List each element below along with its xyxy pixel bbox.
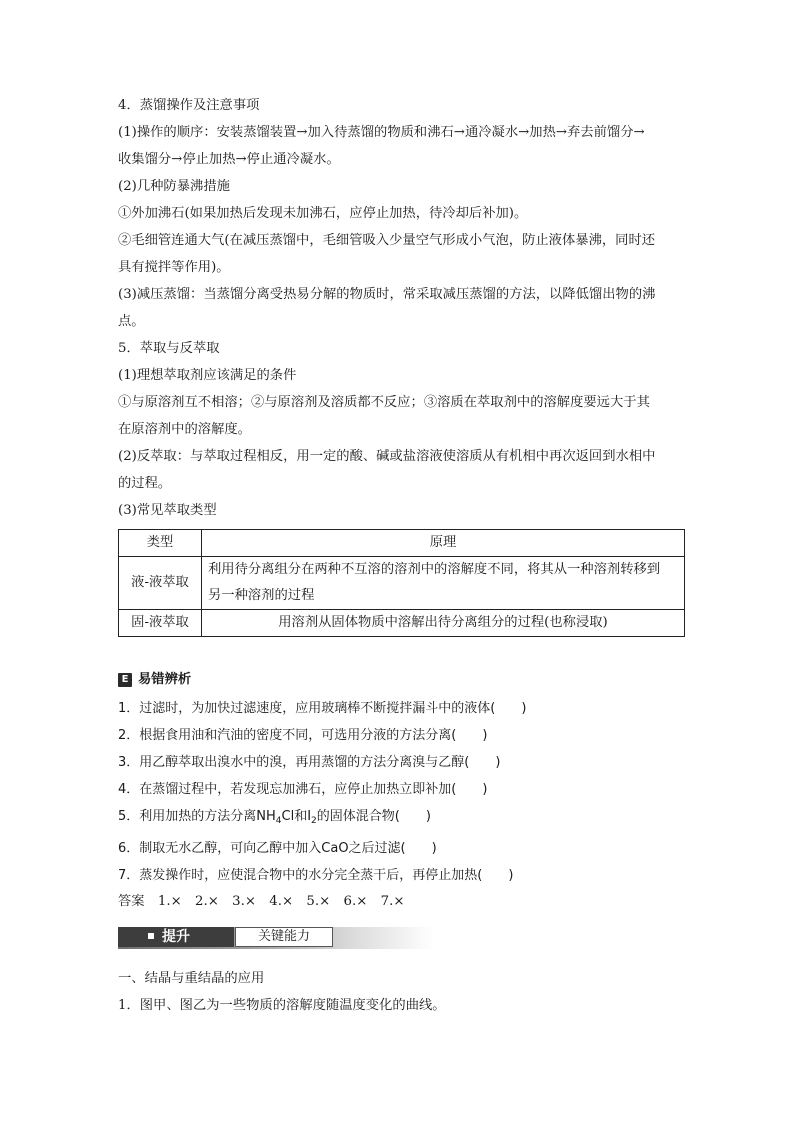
question-3: 3．用乙醇萃取出溴水中的溴，再用蒸馏的方法分离溴与乙醇( ) [118, 755, 501, 770]
back-extraction: (2)反萃取：与萃取过程相反，用一定的酸、碱或盐溶液使溶质从有机相中再次返回到水相中 [118, 449, 656, 464]
question-7: 7．蒸发操作时，应使混合物中的水分完全蒸干后，再停止加热( ) [118, 868, 514, 883]
table-cell-principle: 用溶剂从固体物质中溶解出待分离组分的过程(也称浸取) [202, 610, 685, 637]
table-row [119, 557, 685, 610]
question-6: 6．制取无水乙醇，可向乙醇中加入CaO之后过滤( ) [118, 841, 437, 856]
section-banner [118, 925, 433, 951]
extractant-conditions-list: ①与原溶剂互不相溶；②与原溶剂及溶质都不反应；③溶质在萃取剂中的溶解度要远大于其 [118, 395, 650, 410]
table-header-row [119, 530, 685, 557]
anti-bumping-item-2-cont: 具有搅拌等作用)。 [118, 260, 230, 275]
back-extraction-cont: 的过程。 [118, 476, 172, 491]
extraction-types-table [118, 529, 685, 637]
answer-key: 答案 1.× 2.× 3.× 4.× 5.× 6.× 7.× [118, 894, 405, 909]
error-analysis-icon: E [118, 673, 132, 687]
anti-bumping-item-1: ①外加沸石(如果加热后发现未加沸石，应停止加热，待冷却后补加)。 [118, 206, 528, 221]
distill-heading: 4．蒸馏操作及注意事项 [118, 98, 260, 113]
vacuum-distill-cont: 点。 [118, 314, 145, 329]
table-cell-type: 液-液萃取 [119, 557, 202, 610]
anti-bumping-item-2: ②毛细管连通大气(在减压蒸馏中，毛细管吸入少量空气形成小气泡，防止液体暴沸，同时还 [118, 233, 656, 248]
question-1: 1．过滤时，为加快过滤速度，应用玻璃棒不断搅拌漏斗中的液体( ) [118, 701, 527, 716]
table-header-type: 类型 [119, 530, 202, 557]
table-cell-principle [202, 557, 685, 610]
principle-line-2: 另一种溶剂的过程 [208, 588, 315, 603]
distill-step-order-cont: 收集馏分→停止加热→停止通冷凝水。 [118, 152, 340, 167]
extraction-types-heading: (3)常见萃取类型 [118, 503, 217, 518]
question-5: 5．利用加热的方法分离$NH_4Cl$和$I_2$的固体混合物( ) [118, 809, 431, 826]
crystallization-heading: 一、结晶与重结晶的应用 [118, 971, 265, 986]
extractant-conditions-list-cont: 在原溶剂中的溶解度。 [118, 422, 251, 437]
crystallization-intro: 1．图甲、图乙为一些物质的溶解度随温度变化的曲线。 [118, 998, 446, 1013]
table-row [119, 610, 685, 637]
table-header-principle: 原理 [202, 530, 685, 557]
error-analysis-title: 易错辨析 [138, 672, 192, 687]
extractant-conditions: (1)理想萃取剂应该满足的条件 [118, 368, 297, 383]
distill-step-order: (1)操作的顺序：安装蒸馏装置→加入待蒸馏的物质和沸石→通冷凝水→加热→弃去前馏分→ [118, 125, 645, 140]
question-4: 4．在蒸馏过程中，若发现忘加沸石，应停止加热立即补加( ) [118, 782, 488, 797]
anti-bumping-heading: (2)几种防暴沸措施 [118, 179, 230, 194]
error-analysis-heading [118, 669, 688, 691]
extract-heading: 5．萃取与反萃取 [118, 341, 220, 356]
vacuum-distill: (3)减压蒸馏：当蒸馏分离受热易分解的物质时，常采取减压蒸馏的方法，以降低馏出物的沸 [118, 287, 656, 302]
question-2: 2．根据食用油和汽油的密度不同，可选用分液的方法分离( ) [118, 728, 488, 743]
banner-tab-label: 关键能力 [235, 927, 333, 947]
square-bullet-icon [148, 933, 154, 939]
table-cell-type: 固-液萃取 [119, 610, 202, 637]
banner-label-dark: 提升 [118, 927, 234, 947]
principle-line-1: 利用待分离组分在两种不互溶的溶剂中的溶解度不同，将其从一种溶剂转移到 [208, 562, 661, 577]
document-page [118, 92, 688, 1019]
